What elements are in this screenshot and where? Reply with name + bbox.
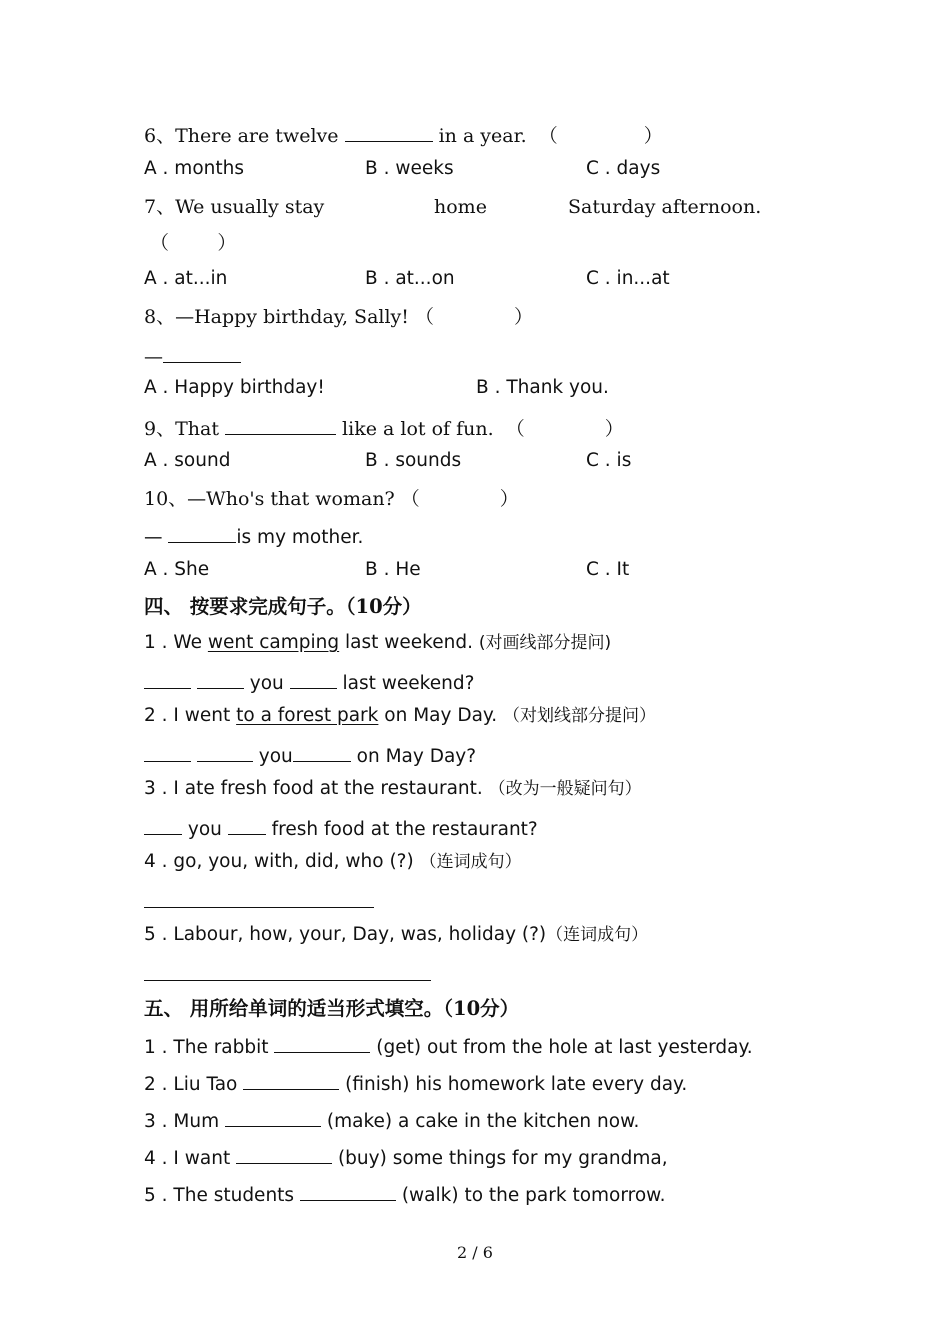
answer-line[interactable] [144, 887, 374, 908]
s4-item-4: 4 . go, you, with, did, who (?) （连词成句） [144, 851, 522, 872]
option-b[interactable]: B . at...on [365, 268, 455, 289]
s4-item-4-answer [144, 887, 374, 915]
option-a[interactable]: A . sound [144, 450, 231, 471]
s4-item-3-answer: you fresh food at the restaurant? [144, 814, 538, 842]
underlined-phrase: to a forest park [236, 705, 379, 726]
s4-item-5: 5 . Labour, how, your, Day, was, holiday (?)（连词成句） [144, 924, 649, 945]
answer-blank[interactable] [144, 668, 191, 689]
option-a[interactable]: A . at...in [144, 268, 228, 289]
option-a[interactable]: A . Happy birthday! [144, 377, 325, 398]
answer-blank[interactable] [168, 522, 236, 543]
answer-blank[interactable] [236, 1143, 332, 1164]
answer-blank[interactable] [300, 1180, 396, 1201]
answer-blank[interactable] [163, 342, 241, 363]
s4-item-1-answer: you last weekend? [144, 668, 474, 696]
option-b[interactable]: B . He [365, 559, 421, 580]
question-9-stem: 9、That like a lot of fun. （ ） [144, 414, 624, 441]
s4-item-2-answer: you on May Day? [144, 741, 476, 769]
question-7-answer-paren[interactable]: （ ） [150, 232, 237, 254]
s4-item-5-answer [144, 960, 431, 988]
page-number: 2 / 6 [457, 1243, 493, 1262]
s5-item-3: 3 . Mum (make) a cake in the kitchen now. [144, 1106, 639, 1134]
question-6-stem: 6、There are twelve in a year. （ ） [144, 121, 663, 148]
answer-blank[interactable] [197, 668, 244, 689]
answer-blank[interactable] [293, 741, 351, 762]
s4-item-2: 2 . I went to a forest park on May Day. （对划线部分提问） [144, 705, 656, 726]
answer-blank[interactable] [345, 121, 433, 142]
underlined-phrase: went camping [207, 632, 340, 653]
section-4-title: 四、 按要求完成句子。（10分） [144, 595, 422, 618]
option-c[interactable]: C . It [586, 559, 630, 580]
answer-blank[interactable] [144, 741, 191, 762]
s5-item-4: 4 . I want (buy) some things for my grandma, [144, 1143, 668, 1171]
answer-blank[interactable] [274, 1032, 370, 1053]
option-a[interactable]: A . She [144, 559, 210, 580]
answer-blank[interactable] [290, 668, 337, 689]
option-c[interactable]: C . days [586, 158, 661, 179]
s5-item-5: 5 . The students (walk) to the park tomorrow. [144, 1180, 665, 1208]
answer-blank[interactable] [243, 1069, 339, 1090]
question-8-reply: — [144, 342, 241, 369]
option-a[interactable]: A . months [144, 158, 244, 179]
option-b[interactable]: B . Thank you. [476, 377, 609, 398]
answer-blank[interactable] [228, 814, 266, 835]
answer-blank[interactable] [225, 414, 336, 435]
question-8-stem: 8、—Happy birthday, Sally! （ ） [144, 306, 533, 328]
question-10-reply: — is my mother. [144, 522, 363, 550]
s4-item-1: 1 . We went camping last weekend. (对画线部分提问) [144, 632, 612, 653]
answer-line[interactable] [144, 960, 431, 981]
option-b[interactable]: B . sounds [365, 450, 462, 471]
answer-blank[interactable] [197, 741, 253, 762]
option-b[interactable]: B . weeks [365, 158, 454, 179]
question-7-stem: 7、We usually stay home Saturday afternoon. [144, 196, 762, 218]
option-c[interactable]: C . in...at [586, 268, 670, 289]
s5-item-2: 2 . Liu Tao (finish) his homework late every day. [144, 1069, 687, 1097]
answer-blank[interactable] [225, 1106, 321, 1127]
s5-item-1: 1 . The rabbit (get) out from the hole at last yesterday. [144, 1032, 753, 1060]
answer-blank[interactable] [144, 814, 182, 835]
s4-item-3: 3 . I ate fresh food at the restaurant. （改为一般疑问句） [144, 778, 642, 799]
section-5-title: 五、 用所给单词的适当形式填空。（10分） [144, 997, 520, 1020]
option-c[interactable]: C . is [586, 450, 632, 471]
question-10-stem: 10、—Who's that woman? （ ） [144, 488, 519, 510]
